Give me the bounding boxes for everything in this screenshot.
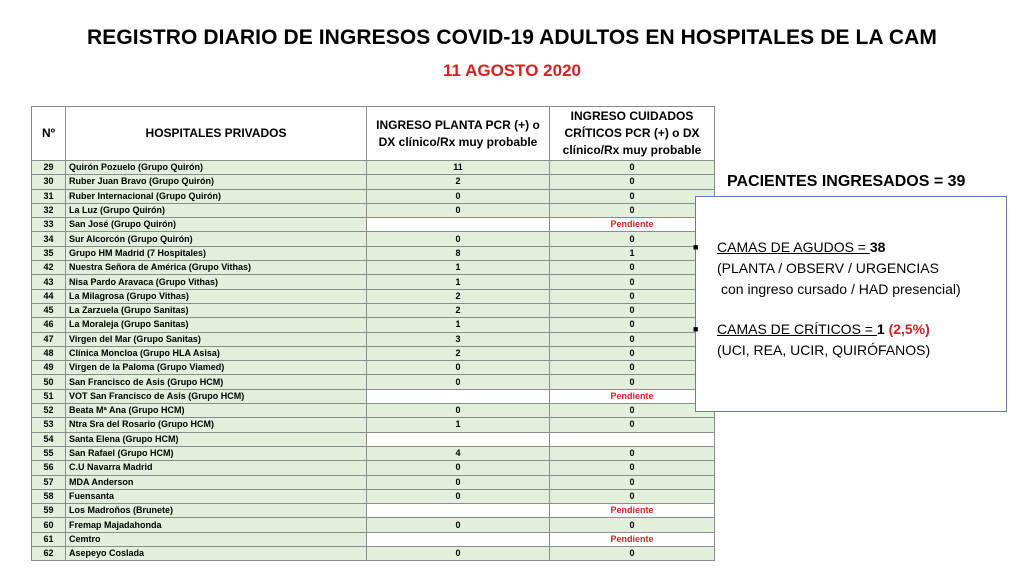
agudos-line — [717, 239, 885, 255]
criticos-value — [550, 432, 715, 446]
row-number: 54 — [32, 432, 66, 446]
planta-value: 1 — [367, 318, 550, 332]
hospital-name: La Zarzuela (Grupo Sanitas) — [66, 303, 367, 317]
row-number: 47 — [32, 332, 66, 346]
hospital-name: Clínica Moncloa (Grupo HLA Asisa) — [66, 346, 367, 360]
table-row — [32, 547, 715, 561]
table-row — [32, 404, 715, 418]
planta-value: 1 — [367, 275, 550, 289]
row-number: 50 — [32, 375, 66, 389]
criticos-value: 0 — [550, 261, 715, 275]
table-row — [32, 518, 715, 532]
hospital-name: San Rafael (Grupo HCM) — [66, 446, 367, 460]
planta-value: 0 — [367, 489, 550, 503]
table-row — [32, 432, 715, 446]
row-number: 46 — [32, 318, 66, 332]
hospital-name: Beata Mª Ana (Grupo HCM) — [66, 404, 367, 418]
table-row — [32, 489, 715, 503]
table-row — [32, 389, 715, 403]
table-row — [32, 332, 715, 346]
criticos-value: 1 — [550, 246, 715, 260]
criticos-value: Pendiente — [550, 504, 715, 518]
table-row — [32, 375, 715, 389]
planta-value: 0 — [367, 375, 550, 389]
planta-value: 0 — [367, 547, 550, 561]
row-number: 34 — [32, 232, 66, 246]
planta-value: 4 — [367, 446, 550, 460]
criticos-desc: (UCI, REA, UCIR, QUIRÓFANOS) — [717, 342, 931, 358]
planta-value: 0 — [367, 518, 550, 532]
criticos-value: 0 — [550, 489, 715, 503]
hospital-name: La Luz (Grupo Quirón) — [66, 203, 367, 217]
table-row — [32, 246, 715, 260]
row-number: 59 — [32, 504, 66, 518]
criticos-value: 0 — [550, 161, 715, 175]
row-number: 30 — [32, 175, 66, 189]
row-number: 56 — [32, 461, 66, 475]
hospital-name: La Moraleja (Grupo Sanitas) — [66, 318, 367, 332]
table-row — [32, 461, 715, 475]
column-header-planta: INGRESO PLANTA PCR (+) o DX clínico/Rx muy probable — [367, 107, 550, 161]
row-number: 35 — [32, 246, 66, 260]
hospital-name: Nisa Pardo Aravaca (Grupo Vithas) — [66, 275, 367, 289]
criticos-value: Pendiente — [550, 532, 715, 546]
criticos-equals: = — [860, 321, 877, 337]
planta-value: 0 — [367, 203, 550, 217]
table-row — [32, 418, 715, 432]
table-row — [32, 275, 715, 289]
hospital-name: La Milagrosa (Grupo Vithas) — [66, 289, 367, 303]
agudos-equals: = — [853, 239, 870, 255]
criticos-value: 0 — [550, 189, 715, 203]
criticos-value: 0 — [550, 332, 715, 346]
planta-value — [367, 389, 550, 403]
criticos-value: 0 — [550, 461, 715, 475]
criticos-value: 0 — [550, 232, 715, 246]
table-row — [32, 361, 715, 375]
table-row — [32, 203, 715, 217]
hospital-name: Ruber Internacional (Grupo Quirón) — [66, 189, 367, 203]
row-number: 49 — [32, 361, 66, 375]
report-date: 11 AGOSTO 2020 — [443, 61, 581, 80]
criticos-percent: (2,5%) — [888, 321, 930, 337]
bullet-icon: ■ — [693, 242, 699, 252]
column-header-hospital: HOSPITALES PRIVADOS — [66, 107, 367, 161]
table-row — [32, 289, 715, 303]
row-number: 42 — [32, 261, 66, 275]
planta-value: 0 — [367, 461, 550, 475]
planta-value — [367, 432, 550, 446]
row-number: 52 — [32, 404, 66, 418]
table-row — [32, 218, 715, 232]
agudos-value: 38 — [869, 239, 886, 255]
hospital-name: Virgen de la Paloma (Grupo Viamed) — [66, 361, 367, 375]
table-row — [32, 504, 715, 518]
table-body — [32, 161, 715, 561]
row-number: 53 — [32, 418, 66, 432]
planta-value: 0 — [367, 404, 550, 418]
criticos-value: 0 — [550, 375, 715, 389]
hospital-name: Fuensanta — [66, 489, 367, 503]
planta-value: 8 — [367, 246, 550, 260]
criticos-value: 0 — [550, 547, 715, 561]
row-number: 62 — [32, 547, 66, 561]
planta-value: 1 — [367, 261, 550, 275]
agudos-desc-2: con ingreso cursado / HAD presencial) — [721, 281, 961, 297]
criticos-value: 0 — [550, 475, 715, 489]
hospital-name: Nuestra Señora de América (Grupo Vithas) — [66, 261, 367, 275]
hospital-name: Quirón Pozuelo (Grupo Quirón) — [66, 161, 367, 175]
row-number: 57 — [32, 475, 66, 489]
hospital-name: Sur Alcorcón (Grupo Quirón) — [66, 232, 367, 246]
row-number: 45 — [32, 303, 66, 317]
planta-value: 0 — [367, 232, 550, 246]
row-number: 48 — [32, 346, 66, 360]
hospital-name: Cemtro — [66, 532, 367, 546]
table-row — [32, 346, 715, 360]
criticos-value: 0 — [550, 303, 715, 317]
planta-value: 2 — [367, 303, 550, 317]
row-number: 44 — [32, 289, 66, 303]
criticos-value: 0 — [550, 203, 715, 217]
criticos-value: 0 — [550, 275, 715, 289]
table-row — [32, 303, 715, 317]
row-number: 61 — [32, 532, 66, 546]
agudos-label: CAMAS DE AGUDOS — [717, 239, 854, 255]
hospital-name: San Francisco de Asis (Grupo HCM) — [66, 375, 367, 389]
table-header-row — [32, 107, 715, 161]
hospitals-table — [31, 106, 715, 561]
row-number: 31 — [32, 189, 66, 203]
hospital-name: Santa Elena (Grupo HCM) — [66, 432, 367, 446]
planta-value — [367, 218, 550, 232]
criticos-value: 0 — [550, 446, 715, 460]
criticos-value: 1 — [876, 321, 885, 337]
criticos-value: 0 — [550, 346, 715, 360]
planta-value: 3 — [367, 332, 550, 346]
planta-value — [367, 532, 550, 546]
criticos-label: CAMAS DE CRÍTICOS — [717, 321, 861, 337]
planta-value: 0 — [367, 189, 550, 203]
planta-value — [367, 504, 550, 518]
hospital-name: Virgen del Mar (Grupo Sanitas) — [66, 332, 367, 346]
row-number: 58 — [32, 489, 66, 503]
column-header-number: Nº — [32, 107, 66, 161]
planta-value: 2 — [367, 346, 550, 360]
table-row — [32, 175, 715, 189]
summary-title: PACIENTES INGRESADOS = 39 — [727, 173, 966, 190]
agudos-desc-1: (PLANTA / OBSERV / URGENCIAS — [717, 260, 939, 276]
bullet-icon: ■ — [693, 324, 699, 334]
hospital-name: San José (Grupo Quirón) — [66, 218, 367, 232]
criticos-value: Pendiente — [550, 389, 715, 403]
table-row — [32, 475, 715, 489]
row-number: 60 — [32, 518, 66, 532]
column-header-criticos: INGRESO CUIDADOS CRÍTICOS PCR (+) o DX clínico/Rx muy probable — [550, 107, 715, 161]
row-number: 29 — [32, 161, 66, 175]
hospital-name: Grupo HM Madrid (7 Hospitales) — [66, 246, 367, 260]
row-number: 51 — [32, 389, 66, 403]
hospital-name: MDA Anderson — [66, 475, 367, 489]
hospital-name: Ntra Sra del Rosario (Grupo HCM) — [66, 418, 367, 432]
criticos-value: 0 — [550, 418, 715, 432]
planta-value: 11 — [367, 161, 550, 175]
planta-value: 0 — [367, 361, 550, 375]
table-row — [32, 189, 715, 203]
criticos-value: Pendiente — [550, 218, 715, 232]
table-row — [32, 232, 715, 246]
hospital-name: Fremap Majadahonda — [66, 518, 367, 532]
summary-box — [695, 196, 1007, 412]
hospital-name: Ruber Juan Bravo (Grupo Quirón) — [66, 175, 367, 189]
criticos-value: 0 — [550, 518, 715, 532]
hospital-name: Asepeyo Coslada — [66, 547, 367, 561]
criticos-line — [717, 321, 930, 337]
table-row — [32, 261, 715, 275]
criticos-value: 0 — [550, 404, 715, 418]
hospital-name: Los Madroños (Brunete) — [66, 504, 367, 518]
row-number: 55 — [32, 446, 66, 460]
planta-value: 2 — [367, 175, 550, 189]
planta-value: 0 — [367, 475, 550, 489]
table-row — [32, 161, 715, 175]
row-number: 32 — [32, 203, 66, 217]
criticos-value: 0 — [550, 289, 715, 303]
row-number: 43 — [32, 275, 66, 289]
row-number: 33 — [32, 218, 66, 232]
criticos-value: 0 — [550, 318, 715, 332]
table-row — [32, 318, 715, 332]
hospital-name: C.U Navarra Madrid — [66, 461, 367, 475]
page-title: REGISTRO DIARIO DE INGRESOS COVID-19 ADULTOS EN HOSPITALES DE LA CAM — [87, 26, 937, 49]
criticos-value: 0 — [550, 361, 715, 375]
hospital-name: VOT San Francisco de Asis (Grupo HCM) — [66, 389, 367, 403]
table-row — [32, 532, 715, 546]
table-row — [32, 446, 715, 460]
criticos-value: 0 — [550, 175, 715, 189]
planta-value: 2 — [367, 289, 550, 303]
planta-value: 1 — [367, 418, 550, 432]
